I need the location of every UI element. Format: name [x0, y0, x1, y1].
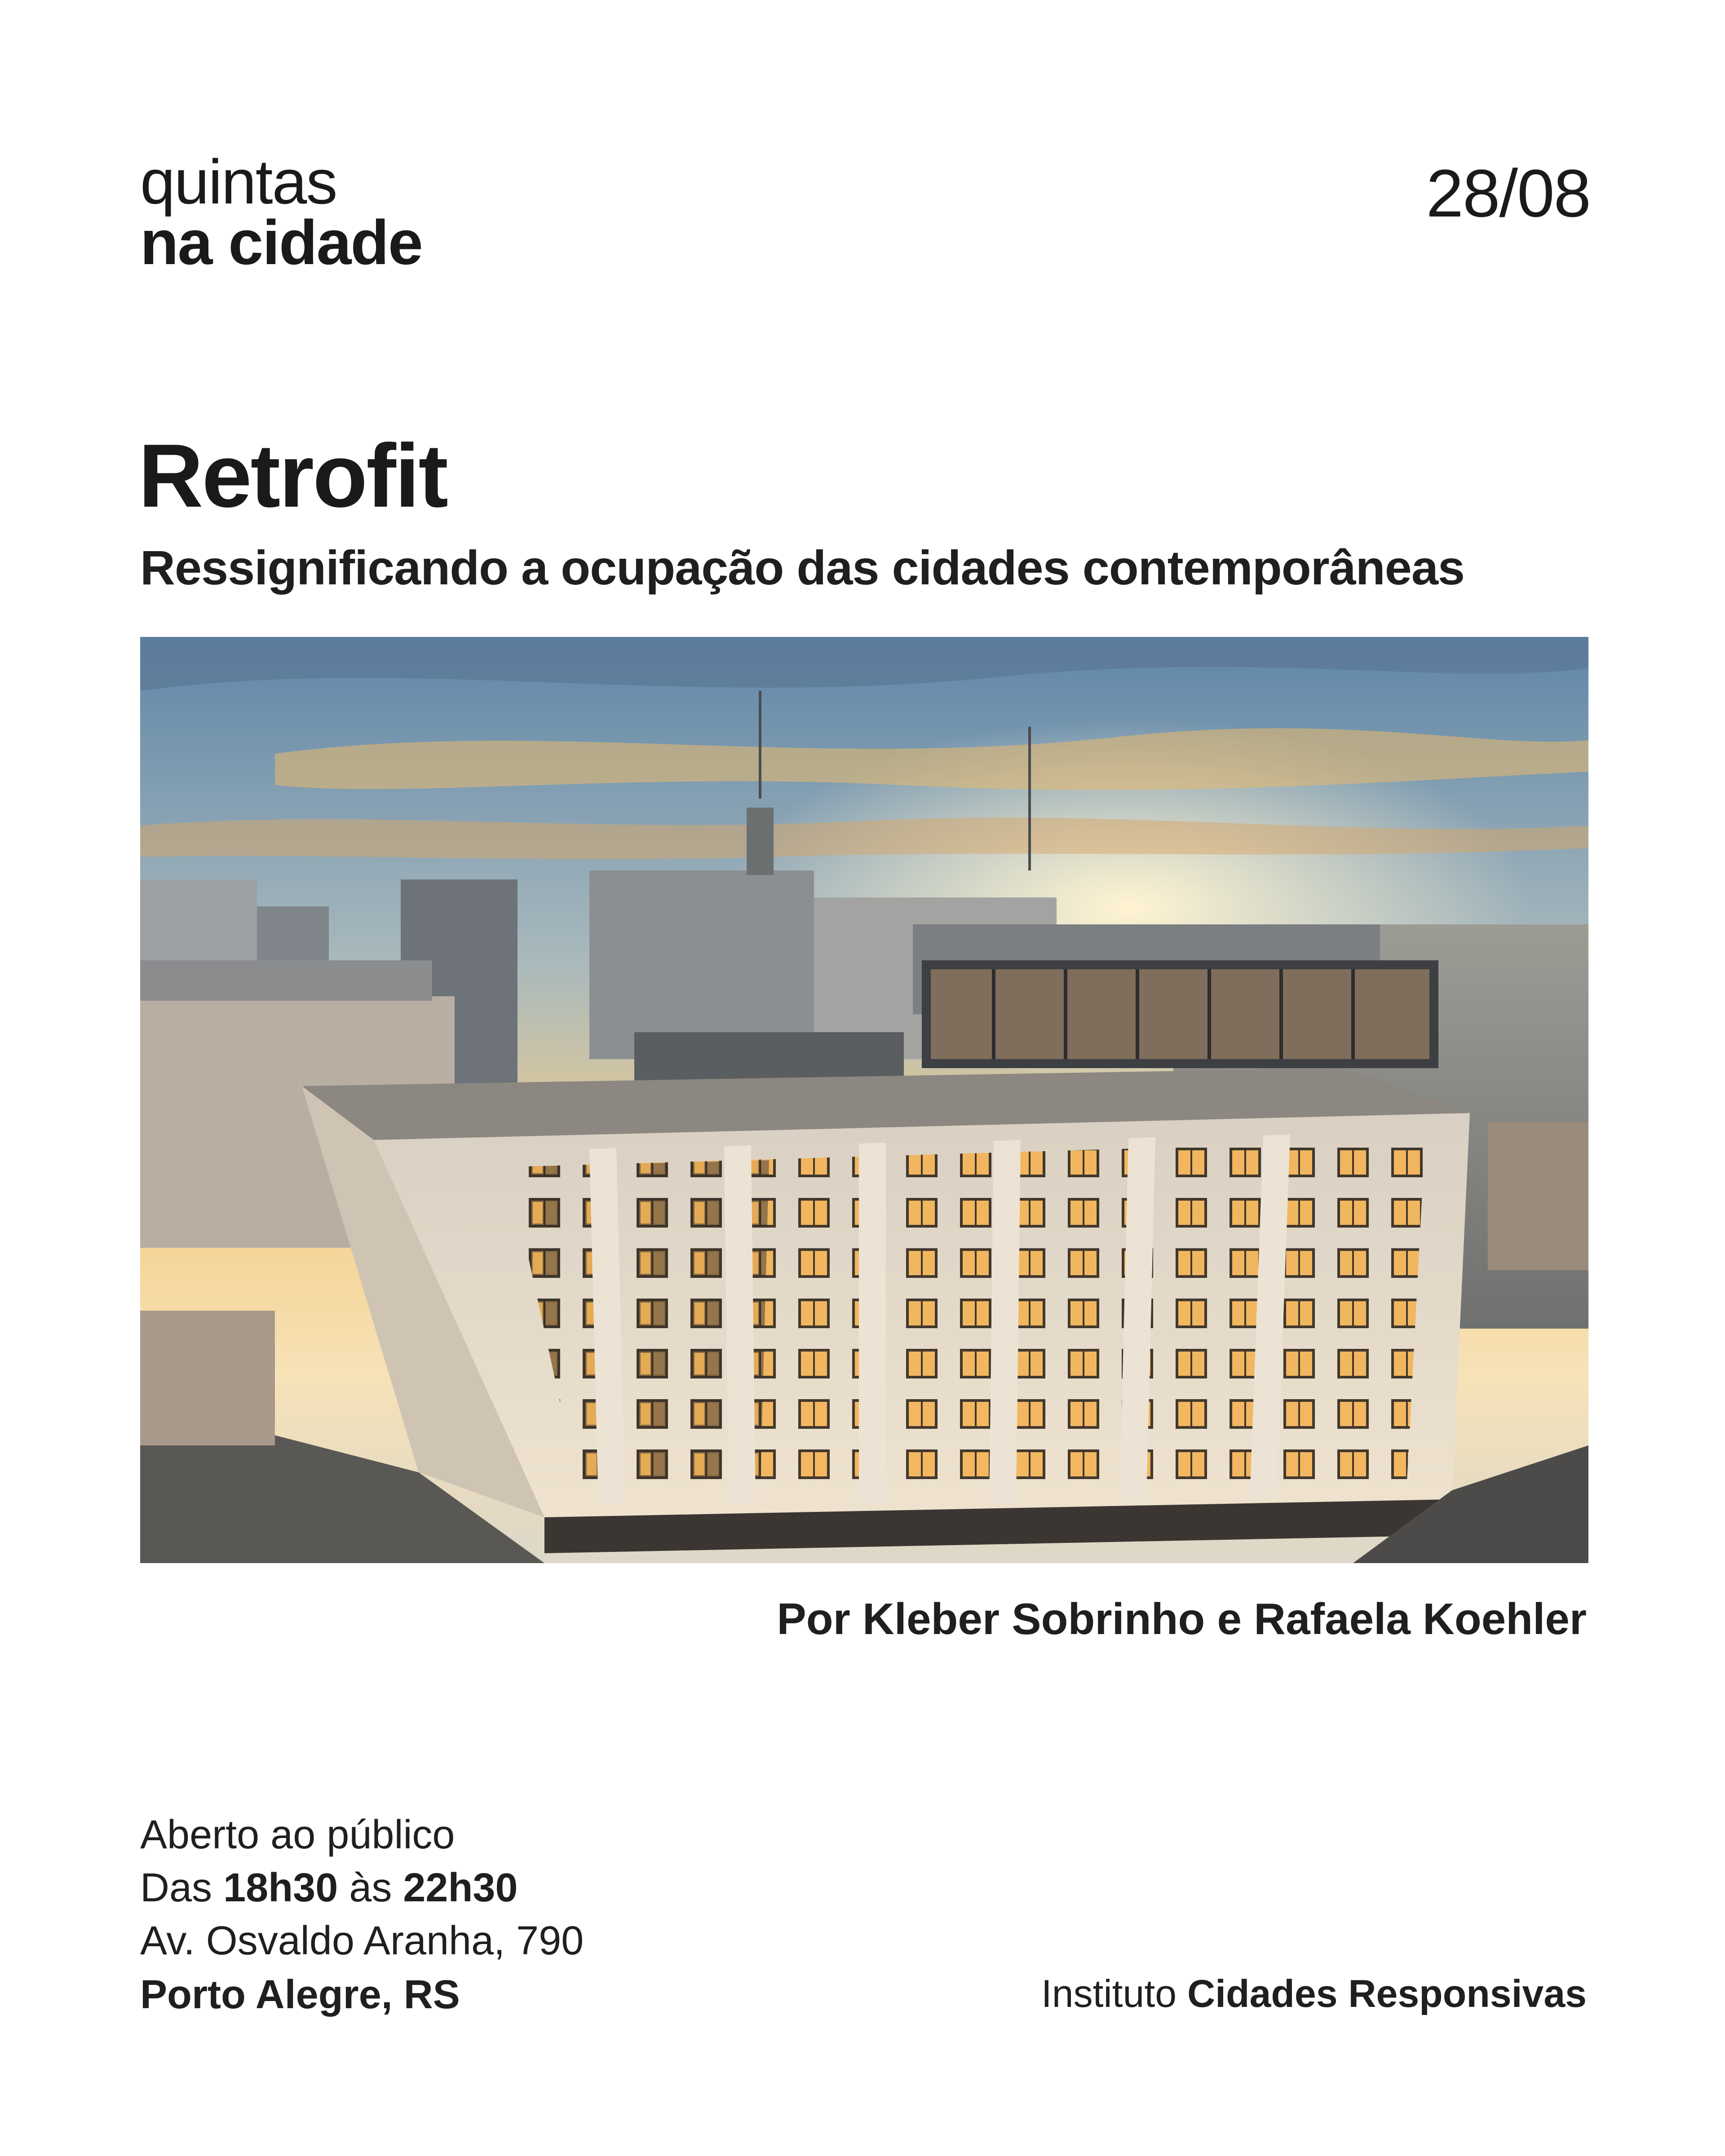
hero-building-render — [140, 637, 1588, 1563]
brand-line-quintas: quintas — [140, 146, 337, 217]
presenters-credit: Por Kleber Sobrinho e Rafaela Koehler — [777, 1594, 1587, 1644]
time-prefix: Das — [140, 1865, 224, 1910]
organizer-prefix: Instituto — [1041, 1972, 1187, 2015]
organizer — [1041, 1972, 1587, 2015]
time-start: 18h30 — [223, 1865, 338, 1910]
city-info: Porto Alegre, RS — [140, 1972, 460, 2017]
event-title: Retrofit — [138, 426, 447, 526]
event-date: 28/08 — [1426, 155, 1590, 231]
brand-line-na-cidade: na cidade — [140, 207, 422, 278]
time-info — [140, 1865, 518, 1910]
building-illustration — [140, 637, 1588, 1563]
address-info: Av. Osvaldo Aranha, 790 — [140, 1918, 584, 1963]
time-mid: às — [338, 1865, 403, 1910]
access-info: Aberto ao público — [140, 1812, 455, 1857]
time-end: 22h30 — [403, 1865, 518, 1910]
event-subtitle: Ressignificando a ocupação das cidades contemporâneas — [140, 540, 1464, 595]
organizer-name: Cidades Responsivas — [1187, 1972, 1587, 2015]
